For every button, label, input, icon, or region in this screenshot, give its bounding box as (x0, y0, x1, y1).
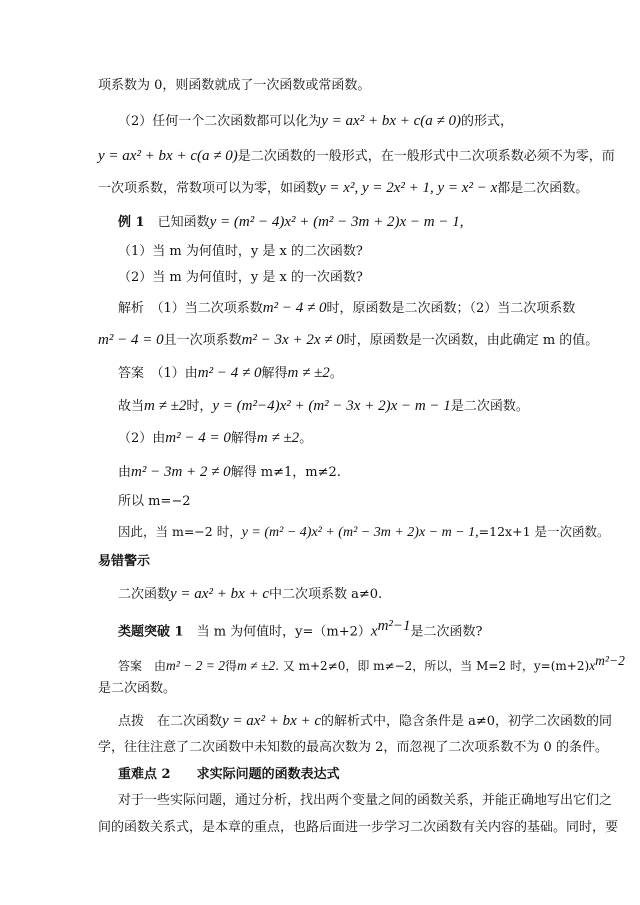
formula: y = ax² + bx + c(a ≠ 0) (321, 113, 461, 129)
text: 一次项系数，常数项可以为零，如函数 (98, 181, 320, 196)
text: 由 (118, 465, 132, 480)
text-line (98, 178, 588, 199)
text: 点拨 在二次函数 (118, 714, 223, 729)
text: 是二次函数的一般形式，在一般形式中二次项系数必须不为零，而 (237, 149, 615, 164)
text: 是二次函数。 (450, 399, 529, 414)
text-line (118, 584, 382, 605)
text-line (98, 76, 370, 96)
text-line (118, 791, 612, 811)
formula: m² − 4 = 0 (98, 332, 164, 348)
text-line (118, 111, 513, 132)
formula: y = x², y = 2x² + 1, y = x² − x (319, 180, 498, 196)
section-heading (118, 765, 340, 785)
text: 得 (225, 659, 238, 673)
text: 答案 （1）由 (118, 366, 198, 381)
text: 且一次项系数 (163, 333, 242, 348)
text: 都是二次函数。 (497, 181, 589, 196)
text: 答案 由 (118, 659, 167, 673)
text: 解得 (230, 431, 257, 446)
formula: m² − 4 ≠ 0 (262, 300, 327, 316)
formula: m² − 3m + 2 ≠ 0 (131, 464, 231, 480)
formula: m² − 3x + 2x ≠ 0 (241, 332, 344, 348)
text: 中二次项系数 a≠0. (269, 587, 383, 602)
text: （2）由 (118, 431, 166, 446)
formula: m² − 4 = 0 (165, 430, 231, 446)
formula: x (589, 658, 596, 673)
exponent: m²−2 (595, 653, 625, 668)
text-line (118, 651, 625, 676)
text: 二次函数 (118, 587, 171, 602)
text: 学，往往注意了二次函数中未知数的最高次数为 2，而忽视了二次项系数不为 0 的条件。 (98, 740, 608, 755)
text: 。 (299, 431, 313, 446)
text: 解得 m≠1，m≠2. (230, 465, 341, 480)
text: 的形式， (461, 114, 514, 129)
text: 对于一些实际问题，通过分析，找出两个变量之间的函数关系，并能正确地写出它们之 (118, 793, 613, 808)
formula: m ≠ ±2 (256, 430, 300, 446)
text: 是二次函数。 (98, 681, 177, 696)
text: 时，原函数是二次函数；（2）当二次项系数 (326, 301, 576, 316)
text: 所以 m=−2 (118, 494, 191, 509)
text-line (118, 428, 312, 449)
text-line (98, 330, 598, 351)
text: 项系数为 0，则函数就成了一次函数或常函数。 (98, 78, 371, 93)
text-line (98, 818, 618, 838)
text: 重难点 2 求实际问题的函数表达式 (118, 767, 340, 782)
formula: y = ax² + bx + c(a ≠ 0) (98, 148, 238, 164)
text: 时， (186, 399, 213, 414)
text: 故当 (118, 399, 145, 414)
text-line (98, 146, 615, 167)
text: 间的函数关系式，是本章的重点，也路后面进一步学习二次函数有关内容的基础。同时，要 (98, 820, 619, 835)
text: 解析 （1）当二次项系数 (118, 301, 263, 316)
text: 是二次函数? (410, 624, 483, 640)
formula: m ≠ ±2 (237, 658, 276, 673)
formula: y = (m²−4)x² + (m² − 3x + 2)x − m − 1 (212, 398, 451, 414)
text: 当 m 为何值时，y=（m+2） (196, 624, 371, 640)
text-line (118, 522, 610, 543)
text: 的解析式中，隐含条件是 a≠0，初学二次函数的同 (321, 714, 613, 729)
text: 已知函数 (157, 215, 210, 230)
text-line (98, 738, 608, 758)
text: （2）当 m 为何值时，y 是 x 的一次函数? (118, 270, 363, 285)
text-line (118, 396, 529, 417)
text-line (118, 268, 363, 288)
text-line (118, 616, 483, 642)
section-heading (98, 552, 150, 572)
formula: x (370, 623, 378, 640)
text: 。 (329, 366, 343, 381)
formula: y = ax² + bx + c (170, 586, 270, 602)
text-line (118, 298, 575, 319)
formula: m² − 2 = 2 (166, 658, 226, 673)
formula: y = (m² − 4)x² + (m² − 3m + 2)x − m − 1, (241, 525, 479, 540)
formula: m ≠ ±2 (287, 365, 330, 381)
formula: y = ax² + bx + c (222, 713, 322, 729)
text: （1）当 m 为何值时，y 是 x 的二次函数? (118, 244, 363, 259)
text: =12x+1 是一次函数。 (478, 524, 610, 539)
exponent: m²−1 (377, 618, 411, 634)
subsection-label: 类题突破 1 (118, 624, 184, 640)
text: 因此，当 m=−2 时， (118, 524, 242, 539)
formula: m² − 4 ≠ 0 (197, 365, 262, 381)
formula: m ≠ ±2 (144, 398, 187, 414)
text-line (118, 462, 341, 483)
example-label: 例 1 (118, 215, 145, 230)
text-line (98, 679, 176, 699)
formula: y = (m² − 4)x² + (m² − 3m + 2)x − m − 1, (209, 214, 464, 230)
text-line (118, 363, 343, 384)
text: . 又 m+2≠0，即 m≠−2，所以，当 M=2 时，y=(m+2) (275, 659, 590, 673)
text-line (118, 492, 191, 512)
text-line (118, 212, 464, 233)
text-line (118, 242, 363, 262)
text: 易错警示 (98, 554, 151, 569)
text: 时，原函数是一次函数，由此确定 m 的值。 (343, 333, 599, 348)
text-line (118, 711, 612, 732)
text: 解得 (261, 366, 288, 381)
text: （2）任何一个二次函数都可以化为 (118, 114, 322, 129)
